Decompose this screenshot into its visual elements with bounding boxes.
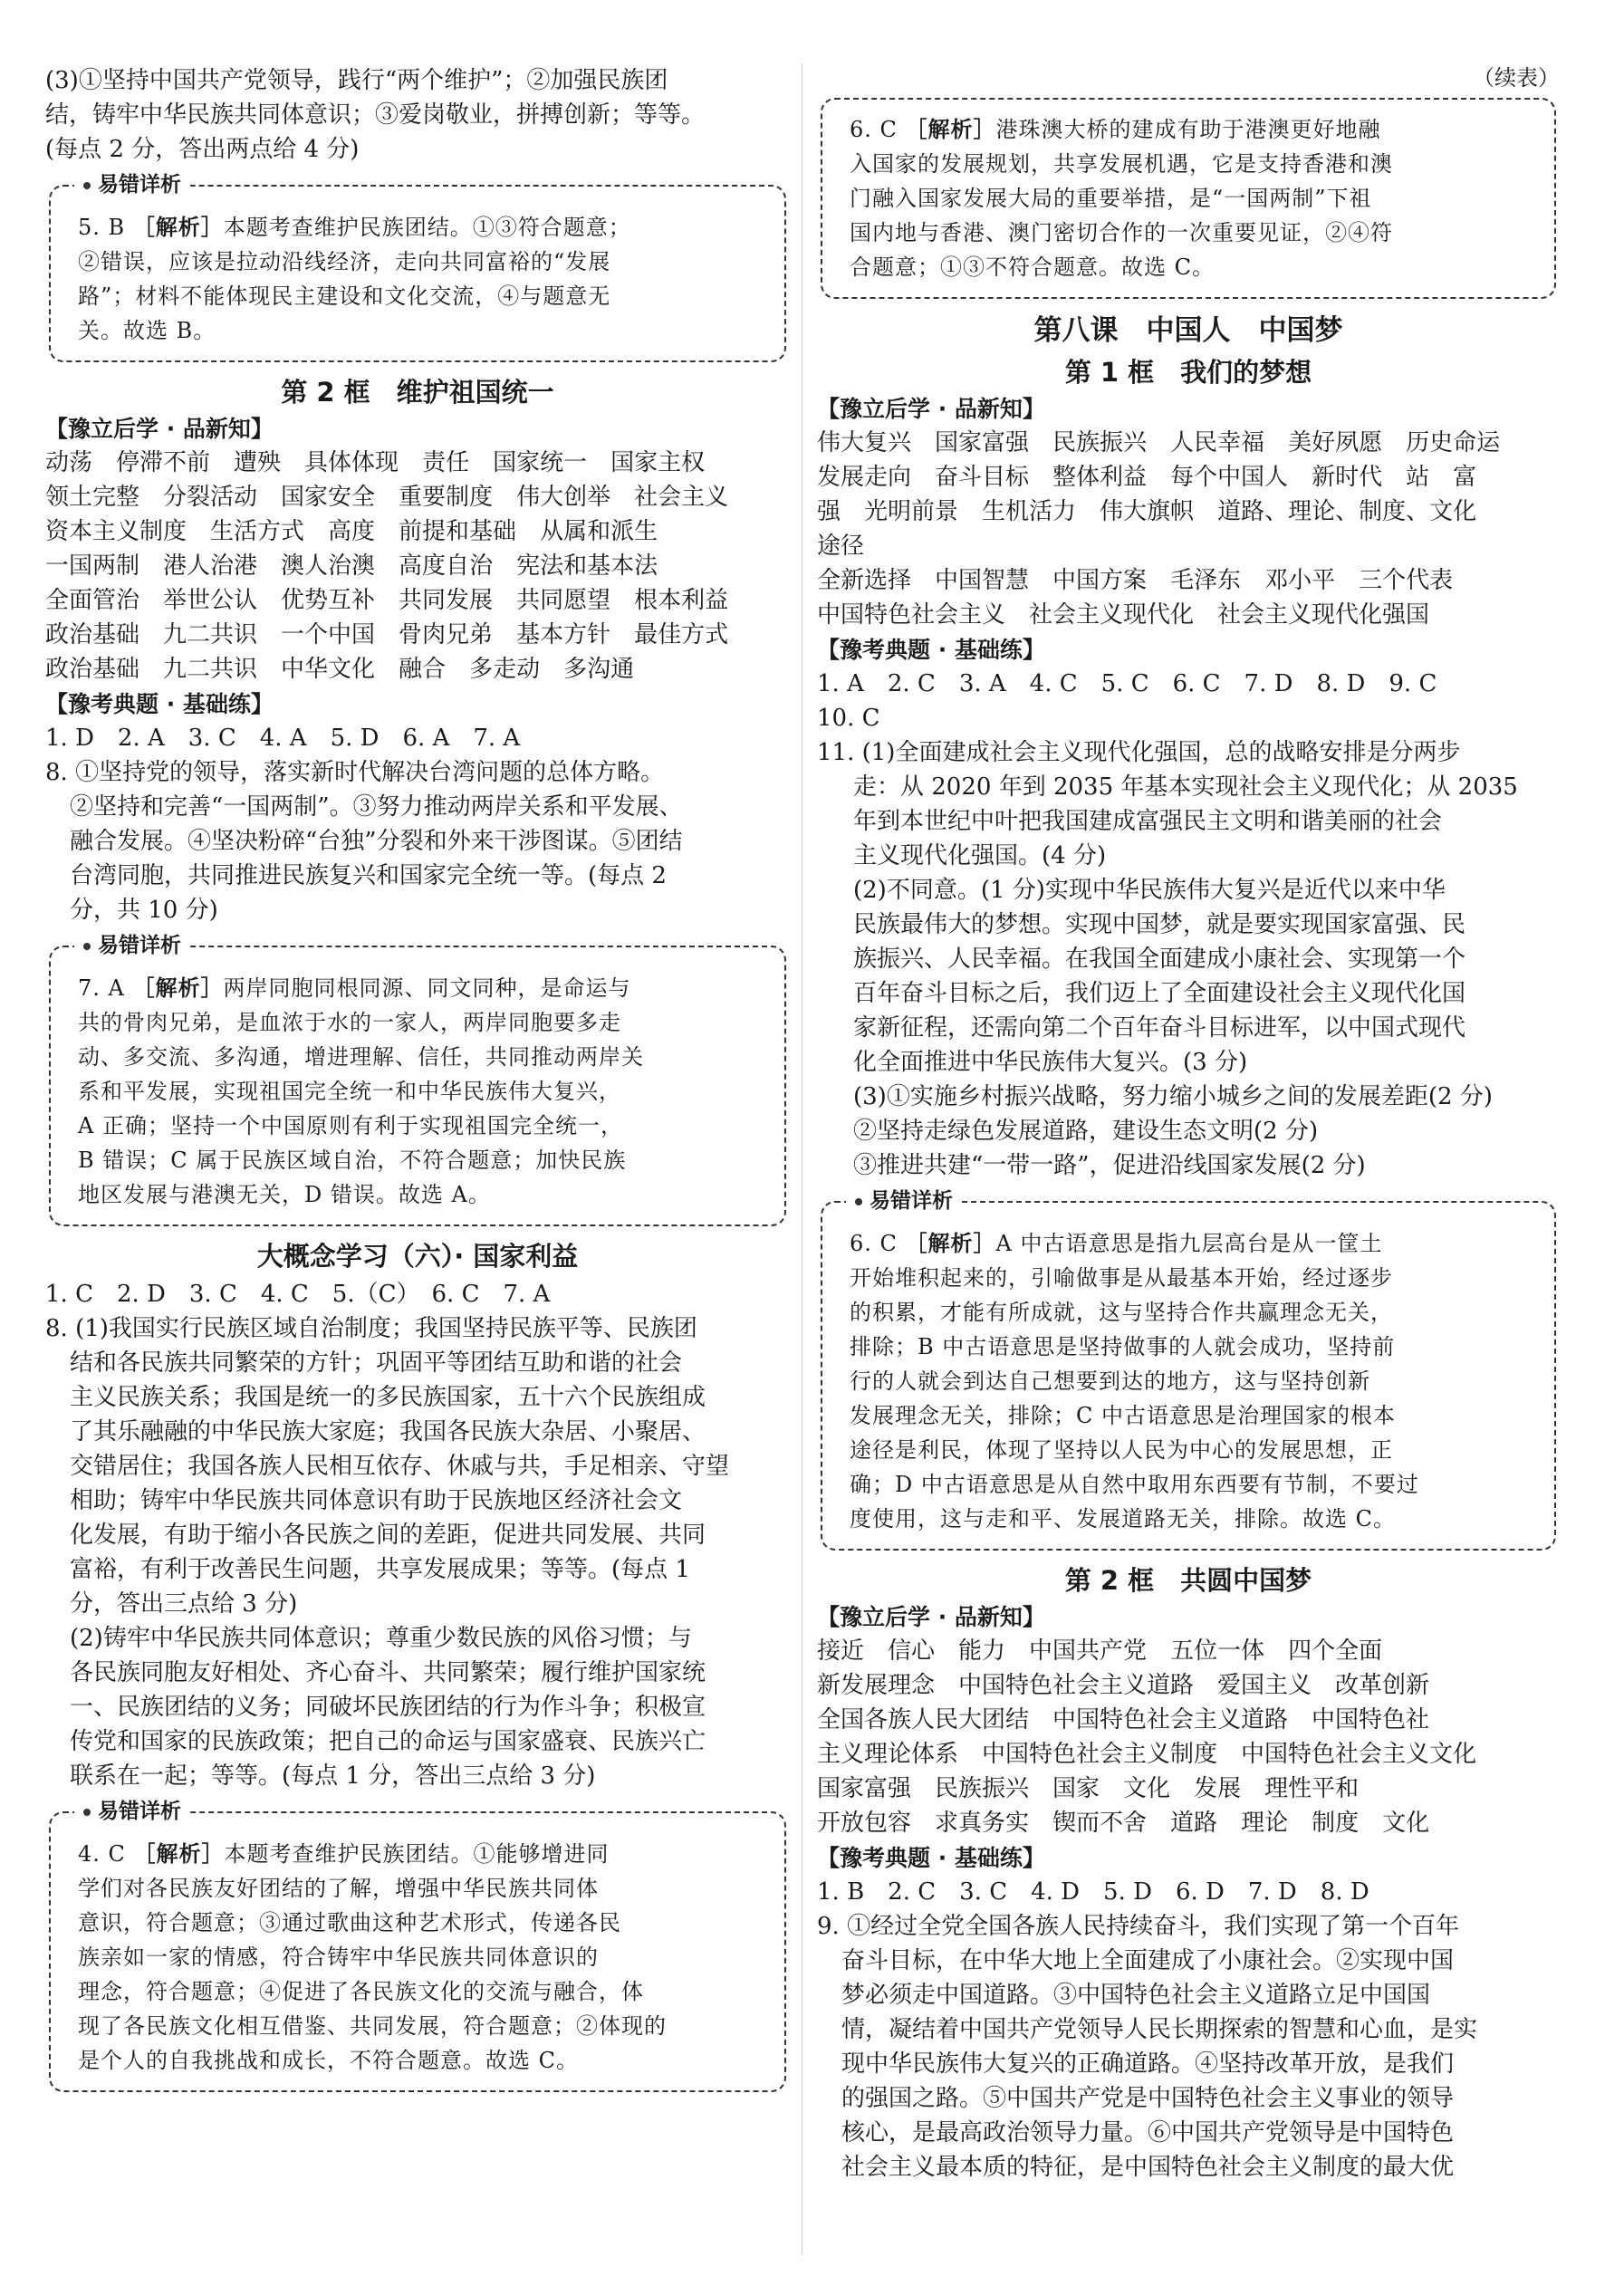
- text-line: 的强国之路。⑤中国共产党是中国特色社会主义事业的领导: [841, 2085, 1455, 2112]
- text-line: 理念，符合题意；④促进了各民族文化的交流与融合，体: [78, 1979, 644, 2004]
- keyword: 前提和基础: [399, 518, 517, 545]
- text-line: ③推进共建“一带一路”，促进沿线国家发展(2 分): [853, 1152, 1366, 1179]
- text-line: 核心，是最高政治领导力量。⑥中国共产党领导是中国特色: [841, 2119, 1455, 2146]
- keyword: 中国特色社会主义道路: [1052, 1706, 1289, 1733]
- text-line: 传党和国家的民族政策；把自己的命运与国家盛衰、民族兴亡: [70, 1728, 706, 1755]
- text-line: 地区发展与港澳无关，D 错误。故选 A。: [78, 1182, 491, 1207]
- subsection-heading: 【豫考典题 · 基础练】: [817, 637, 1045, 663]
- right-column: [817, 63, 1560, 2185]
- text-line: 族亲如一家的情感，符合铸牢中华民族共同体意识的: [78, 1945, 599, 1970]
- text-line: ②错误，应该是拉动沿线经济，走向共同富裕的“发展: [78, 249, 611, 274]
- continued-label: （续表）: [1473, 65, 1560, 91]
- keyword: 伟大创举: [516, 484, 611, 511]
- subsection-heading: 【豫立后学 · 品新知】: [817, 396, 1045, 422]
- text-line: (3)①坚持中国共产党领导，践行“两个维护”；②加强民族团: [45, 67, 668, 94]
- keyword: 改革创新: [1335, 1672, 1430, 1699]
- text-line: 是个人的自我挑战和成长，不符合题意。故选 C。: [78, 2048, 579, 2073]
- text-line: 现中华民族伟大复兴的正确道路。④坚持改革开放，是我们: [841, 2050, 1455, 2078]
- text-line: 联系在一起；等等。(每点 1 分，答出三点给 3 分): [70, 1762, 596, 1790]
- keyword: 民族振兴: [1052, 429, 1148, 456]
- keyword: 社会主义现代化强国: [1217, 601, 1430, 629]
- text-line: 情，凝结着中国共产党领导人民长期探索的智慧和心血，是实: [841, 2016, 1478, 2043]
- section-title: 第 2 框 共圆中国梦: [1064, 1565, 1312, 1596]
- text-line: 5. B ［解析］本题考查维护民族团结。①③符合题意；: [78, 215, 631, 240]
- keyword: 奋斗目标: [935, 464, 1030, 491]
- keyword: 每个中国人: [1170, 464, 1289, 491]
- text-line: 融合发展。④坚决粉碎“台独”分裂和外来干涉图谋。⑤团结: [70, 828, 683, 855]
- text-line: 学们对各民族友好团结的了解，增强中华民族共同体: [78, 1876, 599, 1901]
- keyword: 一国两制: [45, 552, 140, 580]
- keyword: 澳人治澳: [281, 552, 376, 580]
- answer-key: 1. D 2. A 3. C 4. A 5. D 6. A 7. A: [45, 725, 521, 752]
- section-title: 大概念学习（六）· 国家利益: [256, 1241, 579, 1272]
- text-line: 关。故选 B。: [78, 318, 216, 343]
- error-analysis-box: [821, 1189, 1556, 1551]
- text-line: 化发展，有助于缩小各民族之间的差距，促进共同发展、共同: [70, 1522, 706, 1549]
- text-line: 8. ①坚持党的领导，落实新时代解决台湾问题的总体方略。: [45, 759, 665, 786]
- text-line: 化全面推进中华民族伟大复兴。(3 分): [853, 1049, 1248, 1076]
- error-analysis-box: [49, 934, 786, 1226]
- keyword: 中国智慧: [935, 567, 1030, 594]
- keyword: 中国特色社会主义道路: [958, 1672, 1195, 1699]
- keyword-row: [45, 480, 790, 514]
- keyword: 中国特色社会主义: [817, 601, 1006, 629]
- text-line: 年到本世纪中叶把我国建成富强民主文明和谐美丽的社会: [853, 808, 1443, 835]
- keyword: 光明前景: [864, 498, 959, 525]
- question-answer: [817, 735, 1560, 1183]
- keyword: 中华文化: [281, 656, 376, 683]
- question-answer: [817, 1909, 1560, 2185]
- text-line: ②坚持走绿色发展道路，建设生态文明(2 分): [853, 1118, 1319, 1145]
- keyword: 责任: [422, 449, 470, 476]
- keyword: 新发展理念: [817, 1672, 936, 1699]
- keyword: 港人治港: [163, 552, 258, 580]
- text-line: 走：从 2020 年到 2035 年基本实现社会主义现代化；从 2035: [853, 773, 1518, 801]
- keyword: 从属和派生: [540, 518, 658, 545]
- keyword: 融合: [399, 656, 447, 683]
- keyword: 爱国主义: [1217, 1672, 1312, 1699]
- keyword: 政治基础: [45, 621, 140, 648]
- text-line: 共的骨肉兄弟，是血浓于水的一家人，两岸同胞要多走: [78, 1010, 621, 1035]
- keyword: 道路: [1170, 1810, 1218, 1837]
- text-line: 民族最伟大的梦想。实现中国梦，就是要实现国家富强、民: [853, 911, 1466, 938]
- text-line: 意识，符合题意；③通过歌曲这种艺术形式，传递各民: [78, 1910, 621, 1935]
- text-line: 动、多交流、多沟通，增进理解、信任，共同推动两岸关: [78, 1044, 644, 1070]
- text-line: 途径是利民，体现了坚持以人民为中心的发展思想，正: [850, 1437, 1393, 1463]
- section-title: 第 2 框 维护祖国统一: [281, 377, 554, 408]
- text-line: 现了各民族文化相互借鉴、共同发展，符合题意；②体现的: [78, 2013, 667, 2039]
- keyword: 分裂活动: [163, 484, 258, 511]
- error-analysis-box: [49, 173, 786, 362]
- text-line: 国内地与香港、澳门密切合作的一次重要见证，②④符: [850, 220, 1393, 245]
- keyword: 求真务实: [935, 1810, 1030, 1837]
- text-line: 主义民族关系；我国是统一的多民族国家，五十六个民族组成: [70, 1384, 706, 1411]
- keyword-row: [45, 618, 790, 652]
- bullet-icon: [855, 1198, 862, 1205]
- text-line: 发展理念无关，排除；C 中古语意思是治理国家的根本: [850, 1403, 1396, 1428]
- intro-answer: [45, 63, 790, 167]
- error-analysis-box: [821, 98, 1556, 299]
- keyword: 国家统一: [493, 449, 588, 476]
- keyword: 根本利益: [634, 587, 729, 614]
- keyword: 多沟通: [563, 656, 635, 683]
- text-line: 奋斗目标，在中华大地上全面建成了小康社会。②实现中国: [841, 1947, 1455, 1974]
- text-line: 一、民族团结的义务；同破坏民族团结的行为作斗争；积极宣: [70, 1694, 706, 1721]
- box-heading: 易错详析: [74, 931, 190, 960]
- keyword: 重要制度: [399, 484, 494, 511]
- subsection-heading: 【豫立后学 · 品新知】: [45, 416, 274, 442]
- text-line: 交错居住；我国各族人民相互依存、休戚与共，手足相亲、守望: [70, 1453, 730, 1480]
- keyword: 遭殃: [234, 449, 282, 476]
- box-heading: 易错详析: [74, 170, 190, 199]
- keyword: 高度自治: [399, 552, 494, 580]
- keyword: 主义理论体系: [817, 1741, 959, 1768]
- text-line: 主义现代化强国。(4 分): [853, 842, 1107, 869]
- text-line: 排除；B 中古语意思是坚持做事的人就会成功，坚持前: [850, 1334, 1396, 1359]
- keyword: 共同愿望: [516, 587, 611, 614]
- keyword: 人民幸福: [1170, 429, 1265, 456]
- keyword: 全国各族人民大团结: [817, 1706, 1030, 1733]
- keyword: 伟大旗帜: [1100, 498, 1195, 525]
- text-line: 6. C ［解析］A 中古语意思是指九层高台是从一筐土: [850, 1231, 1383, 1256]
- text-line: 度使用，这与走和平、发展道路无关，排除。故选 C。: [850, 1506, 1396, 1532]
- keyword: 最佳方式: [634, 621, 729, 648]
- keyword: 能力: [958, 1637, 1006, 1665]
- text-line: 系和平发展，实现祖国完全统一和中华民族伟大复兴，: [78, 1079, 621, 1104]
- keyword: 九二共识: [163, 621, 258, 648]
- question-answer: [45, 755, 790, 927]
- keyword: 道路、理论、制度、文化: [1217, 498, 1477, 525]
- text-line: 入国家的发展规划，共享发展机遇，它是支持香港和澳: [850, 151, 1393, 177]
- text-line: 结和各民族共同繁荣的方针；巩固平等团结互助和谐的社会: [70, 1349, 683, 1377]
- text-line: 4. C ［解析］本题考查维护民族团结。①能够增进同: [78, 1841, 610, 1867]
- keyword: 生活方式: [210, 518, 305, 545]
- text-line: 族振兴、人民幸福。在我国全面建成小康社会、实现第一个: [853, 946, 1466, 973]
- keyword-list: [45, 446, 790, 687]
- keyword: 优势互补: [281, 587, 376, 614]
- text-line: 确；D 中古语意思是从自然中取用东西要有节制，不要过: [850, 1472, 1419, 1497]
- box-heading: 易错详析: [846, 1186, 962, 1215]
- keyword: 接近: [817, 1637, 865, 1665]
- text-line: (2)不同意。(1 分)实现中华民族伟大复兴是近代以来中华: [853, 877, 1446, 904]
- keyword: 邓小平: [1264, 567, 1336, 594]
- keyword-row: [817, 1668, 1560, 1703]
- text-line: 6. C ［解析］港珠澳大桥的建成有助于港澳更好地融: [850, 117, 1381, 142]
- keyword-row: [45, 514, 790, 549]
- keyword: 共同发展: [399, 587, 494, 614]
- keyword: 开放包容: [817, 1810, 912, 1837]
- text-line: 8. (1)我国实行民族区域自治制度；我国坚持民族平等、民族团: [45, 1315, 697, 1342]
- keyword: 理性平和: [1264, 1775, 1360, 1802]
- text-line: 门融入国家发展大局的重要举措，是“一国两制”下祖: [850, 186, 1372, 211]
- keyword-row: [45, 549, 790, 583]
- answer-key: 1. A 2. C 3. A 4. C 5. C 6. C 7. D 8. D 9. C: [817, 670, 1437, 697]
- bullet-icon: [83, 943, 91, 950]
- text-line: 9. ①经过全党全国各族人民持续奋斗，我们实现了第一个百年: [817, 1913, 1460, 1940]
- text-line: (3)①实施乡村振兴战略，努力缩小城乡之间的发展差距(2 分): [853, 1083, 1493, 1110]
- text-line: 合题意；①③不符合题意。故选 C。: [850, 254, 1215, 280]
- keyword: 具体体现: [304, 449, 399, 476]
- keyword: 领土完整: [45, 484, 140, 511]
- text-line: A 正确；坚持一个中国原则有利于实现祖国完全统一，: [78, 1113, 623, 1138]
- keyword-row: [817, 1703, 1560, 1737]
- keyword: 制度: [1312, 1810, 1360, 1837]
- text-line: 梦必须走中国道路。③中国特色社会主义道路立足中国国: [841, 1982, 1431, 2009]
- keyword: 文化: [1123, 1775, 1171, 1802]
- keyword: 社会主义: [634, 484, 729, 511]
- box-heading: 易错详析: [74, 1797, 190, 1826]
- keyword: 举世公认: [163, 587, 258, 614]
- keyword: 宪法和基本法: [516, 552, 658, 580]
- keyword-row: [817, 1634, 1560, 1668]
- text-line: B 错误；C 属于民族区域自治，不符合题意；加快民族: [78, 1148, 627, 1173]
- subsection-heading: 【豫考典题 · 基础练】: [45, 691, 274, 717]
- keyword-row: [45, 652, 790, 687]
- keyword: 政治基础: [45, 656, 140, 683]
- keyword-row: [817, 1772, 1560, 1806]
- text-line: (2)铸牢中华民族共同体意识；尊重少数民族的风俗习惯；与: [70, 1625, 692, 1652]
- keyword-row: [45, 583, 790, 618]
- answer-key: 10. C: [817, 705, 880, 732]
- keyword: 中国特色社会主义文化: [1241, 1741, 1477, 1768]
- keyword: 国家主权: [610, 449, 706, 476]
- text-line: 富裕，有利于改善民生问题，共享发展成果；等等。(每点 1: [70, 1556, 690, 1583]
- keyword: 伟大复兴: [817, 429, 912, 456]
- keyword: 文化: [1382, 1810, 1430, 1837]
- keyword: 全新选择: [817, 567, 912, 594]
- text-line: 台湾同胞，共同推进民族复兴和国家完全统一等。(每点 2: [70, 862, 667, 889]
- keyword: 动荡: [45, 449, 93, 476]
- keyword: 站 富: [1406, 464, 1477, 491]
- answer-key: 1. B 2. C 3. C 4. D 5. D 6. D 7. D 8. D: [817, 1878, 1369, 1906]
- keyword: 国家富强: [817, 1775, 912, 1802]
- text-line: 各民族同胞友好相处、齐心奋斗、共同繁荣；履行维护国家统: [70, 1659, 706, 1686]
- keyword: 国家: [1052, 1775, 1100, 1802]
- keyword: 整体利益: [1052, 464, 1148, 491]
- keyword-row: [817, 426, 1560, 460]
- text-line: 行的人就会到达自己想要到达的地方，这与坚持创新: [850, 1368, 1370, 1394]
- text-line: 分，答出三点给 3 分): [70, 1590, 298, 1618]
- keyword: 国家富强: [935, 429, 1030, 456]
- left-column: [45, 63, 790, 2103]
- keyword: 理论: [1241, 1810, 1289, 1837]
- keyword-row: [45, 446, 790, 480]
- keyword: 五位一体: [1170, 1637, 1265, 1665]
- keyword-row: [817, 598, 1560, 632]
- keyword: 九二共识: [163, 656, 258, 683]
- keyword-row: [817, 563, 1560, 598]
- keyword: 社会主义现代化: [1029, 601, 1195, 629]
- keyword: 毛泽东: [1170, 567, 1242, 594]
- keyword: 发展: [1194, 1775, 1242, 1802]
- keyword: 历史命运: [1406, 429, 1501, 456]
- keyword: 骨肉兄弟: [399, 621, 494, 648]
- keyword-row: [817, 1737, 1560, 1772]
- text-line: (每点 2 分，答出两点给 4 分): [45, 136, 360, 163]
- keyword-row: [817, 1806, 1560, 1840]
- keyword: 锲而不舍: [1052, 1810, 1148, 1837]
- keyword-row: [817, 495, 1560, 563]
- keyword: 停滞不前: [116, 449, 211, 476]
- subsection-heading: 【豫考典题 · 基础练】: [817, 1845, 1045, 1871]
- keyword: 强: [817, 498, 841, 525]
- keyword: 中国方案: [1052, 567, 1148, 594]
- keyword: 三个代表: [1359, 567, 1454, 594]
- keyword: 中国特色社会主义制度: [982, 1741, 1218, 1768]
- bullet-icon: [83, 1809, 91, 1816]
- keyword: 一个中国: [281, 621, 376, 648]
- text-line: 分，共 10 分): [70, 897, 218, 924]
- keyword: 美好夙愿: [1288, 429, 1383, 456]
- keyword-list: [817, 426, 1560, 632]
- text-line: 社会主义最本质的特征，是中国特色社会主义制度的最大优: [841, 2154, 1455, 2181]
- text-line: 家新征程，还需向第二个百年奋斗目标进军，以中国式现代: [853, 1014, 1466, 1042]
- keyword-row: [817, 460, 1560, 495]
- keyword: 途径: [817, 533, 865, 560]
- error-analysis-box: [49, 1800, 786, 2092]
- keyword: 高度: [328, 518, 376, 545]
- keyword: 民族振兴: [935, 1775, 1030, 1802]
- keyword: 生机活力: [982, 498, 1077, 525]
- text-line: 相助；铸牢中华民族共同体意识有助于民族地区经济社会文: [70, 1487, 683, 1514]
- text-line: 的积累，才能有所成就，这与坚持合作共赢理念无关，: [850, 1300, 1393, 1325]
- keyword: 中国共产党: [1029, 1637, 1148, 1665]
- bullet-icon: [83, 182, 91, 189]
- text-line: 11. (1)全面建成社会主义现代化强国，总的战略安排是分两步: [817, 739, 1461, 766]
- keyword: 新时代: [1312, 464, 1383, 491]
- keyword: 信心: [888, 1637, 936, 1665]
- subsection-heading: 【豫立后学 · 品新知】: [817, 1604, 1045, 1630]
- keyword: 中国特色社: [1312, 1706, 1430, 1733]
- keyword: 资本主义制度: [45, 518, 187, 545]
- text-line: 7. A ［解析］两岸同胞同根同源、同文同种，是命运与: [78, 975, 631, 1001]
- keyword: 国家安全: [281, 484, 376, 511]
- text-line: 路”；材料不能体现民主建设和文化交流，④与题意无: [78, 283, 611, 309]
- keyword: 发展走向: [817, 464, 912, 491]
- keyword: 四个全面: [1288, 1637, 1383, 1665]
- answer-key: 1. C 2. D 3. C 4. C 5.（C） 6. C 7. A: [45, 1281, 551, 1308]
- lesson-title: 第八课 中国人 中国梦: [1033, 314, 1343, 347]
- keyword-list: [817, 1634, 1560, 1840]
- text-line: 开始堆积起来的，引喻做事是从最基本开始，经过逐步: [850, 1265, 1393, 1291]
- text-line: 百年奋斗目标之后，我们迈上了全面建设社会主义现代化国: [853, 980, 1466, 1007]
- keyword: 全面管治: [45, 587, 140, 614]
- text-line: 了其乐融融的中华民族大家庭；我国各民族大杂居、小聚居、: [70, 1418, 706, 1445]
- question-answer: [45, 1311, 790, 1793]
- keyword: 基本方针: [516, 621, 611, 648]
- keyword: 多走动: [469, 656, 541, 683]
- text-line: ②坚持和完善“一国两制”。③努力推动两岸关系和平发展、: [70, 793, 683, 821]
- text-line: 结，铸牢中华民族共同体意识；③爱岗敬业，拼搏创新；等等。: [45, 101, 706, 129]
- section-title: 第 1 框 我们的梦想: [1064, 357, 1312, 388]
